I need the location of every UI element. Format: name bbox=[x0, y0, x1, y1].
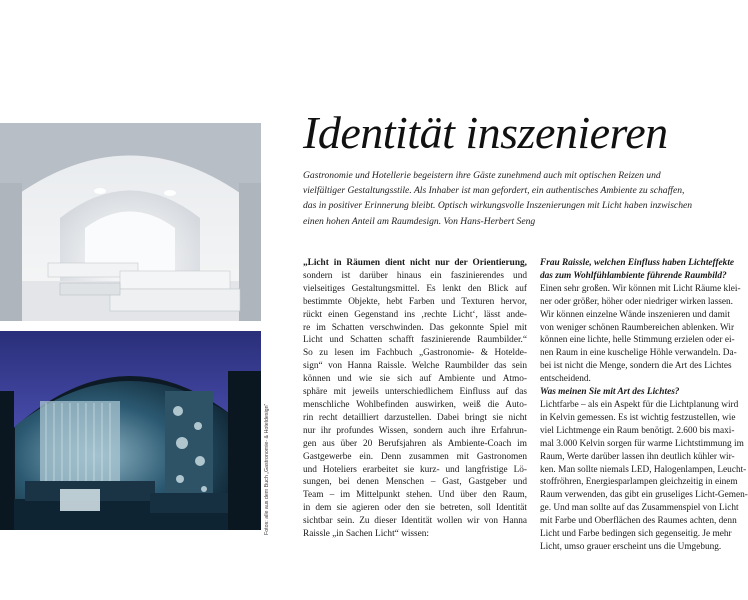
body-line: mit Farbe und Oberflächen des Raumes achten, denn bbox=[540, 516, 737, 527]
body-line: können und wie sie sich auf Ambiente und Atmo- bbox=[303, 374, 527, 385]
body-line: sungen, bei denen Menschen – Gast, Gastgeber und bbox=[303, 477, 527, 488]
body-line: sondern ist darüber hinaus ein faszinierendes und bbox=[303, 270, 527, 281]
body-line: in dem sie agieren oder den sie betreten, soll Identität bbox=[303, 503, 527, 514]
body-line: Licht und Farbe bedingen sich gegenseitig. Je mehr bbox=[540, 529, 732, 540]
article-lead bbox=[303, 168, 743, 229]
body-line: nur ihr profundes Wissen, sondern auch ihre Erfahrun- bbox=[303, 425, 527, 436]
body-line: von weniger schönen Raumbereichen ablenken. Wir bbox=[540, 322, 735, 333]
body-line: Gastgewerbe ein. Denn zusammen mit Gastronomen bbox=[303, 451, 527, 462]
body-line: menschliche Wohlbefinden auswirken, weiß die Auto- bbox=[303, 399, 527, 410]
body-line: gen aus über 20 Berufsjahren als Ambiente-Coach im bbox=[303, 438, 527, 449]
body-line: re im Schatten verschwinden. Das gekonnte Spiel mit bbox=[303, 322, 527, 333]
body-line: ge. Und man sollte auf das Zusammenspiel von Licht bbox=[540, 503, 739, 514]
body-line: rückt einen Gegenstand ins ‚rechte Licht‘, lässt ande- bbox=[303, 309, 527, 320]
body-line: sphäre mit jeweils unterschiedlichem Einfluss auf das bbox=[303, 387, 527, 398]
body-line: „Licht in Räumen dient nicht nur der Orientierung, bbox=[303, 258, 527, 268]
body-line: Team – im Mittelpunkt stehen. Und über den Raum, bbox=[303, 490, 527, 501]
body-line: können eine lichte, helle Stimmung erzielen oder ei- bbox=[540, 335, 735, 346]
body-line: sichtbar sein. Zu dieser Identität wollen wir von Hanna bbox=[303, 516, 527, 527]
lead-line: Gastronomie und Hotellerie begeistern ihre Gäste zunehmend auch mit optischen Reizen und bbox=[303, 170, 661, 181]
interview-question: das zum Wohlfühlambiente führende Raumbild? bbox=[540, 270, 727, 281]
body-line: rin recht detailliert darzustellen. Dabei bringt sie nicht bbox=[303, 412, 527, 423]
body-line: So zu lesen im Fachbuch „Gastronomie- & Hotelde- bbox=[303, 348, 527, 359]
body-column-left bbox=[303, 257, 527, 541]
body-line: nen Raum in eine kuschelige Höhle verwandeln. Da- bbox=[540, 348, 737, 359]
body-line: vielseitiges Gestaltungsmittel. Es lenkt den Blick auf bbox=[303, 283, 527, 294]
body-line: sign“ von Hanna Raissle. Welche Raumbilder das sein bbox=[303, 361, 527, 372]
body-line: und Hoteliers erarbeitet sie kurz- und langfristige Lö- bbox=[303, 464, 527, 475]
body-line: Licht und Schatten schafft faszinierende Raumbilder.“ bbox=[303, 335, 527, 346]
body-line: Raum verwenden, das gibt ein gruseliges Licht-Gemen- bbox=[540, 490, 748, 501]
body-line: Einen sehr großen. Wir können mit Licht Räume klei- bbox=[540, 283, 741, 294]
blue-lit-lounge-photo bbox=[0, 331, 261, 530]
body-line: bestimmte Objekte, hebt Farben und Texturen hervor, bbox=[303, 296, 527, 307]
body-line: mal 3.000 Kelvin sorgen für warme Lichtstimmung im bbox=[540, 438, 744, 449]
body-line: viel Lichtmenge ein Raum benötigt. 2.600 bis maxi- bbox=[540, 425, 735, 436]
interview-question: Frau Raissle, welchen Einfluss haben Lichteffekte bbox=[540, 258, 735, 268]
white-vaulted-lounge-photo bbox=[0, 123, 261, 321]
lead-line: vielfältiger Gestaltungsstile. Als Inhaber ist man gefordert, ein authentisches Ambiente zu schaffen, bbox=[303, 185, 685, 197]
body-line: stoffröhren, Energiesparlampen gleichzeitig in einem bbox=[540, 477, 738, 488]
interview-question: Was meinen Sie mit Art des Lichtes? bbox=[540, 387, 680, 398]
body-line: Lichtfarbe – als ein Aspekt für die Lichtplanung wird bbox=[540, 399, 739, 410]
body-line: Wir können einzelne Wände inszenieren und damit bbox=[540, 309, 730, 320]
body-column-right bbox=[540, 257, 748, 554]
lead-line: das in positiver Erinnerung bleibt. Optisch wirkungsvolle Inszenierungen mit Licht haben inzwischen bbox=[303, 200, 693, 212]
body-line: ken. Man sollte niemals LED, Halogenlampen, Leucht- bbox=[540, 464, 747, 475]
body-line: bei ist nicht die Menge, sondern die Art des Lichtes bbox=[540, 361, 732, 372]
body-line: Raum, Werte darüber lassen ihn deutlich kühler wir- bbox=[540, 451, 735, 462]
lead-line: einen hohen Anteil am Raumdesign. Von Hans-Herbert Seng bbox=[303, 215, 536, 227]
body-line: in Kelvin gemessen. Es ist wichtig festzustellen, wie bbox=[540, 412, 736, 423]
photo-credit: Fotos: alle aus dem Buch „Gastronomie- & Hoteldesign“ bbox=[264, 403, 270, 535]
body-line: entscheidend. bbox=[540, 374, 591, 385]
body-line: Raissle „in Sachen Licht“ wissen: bbox=[303, 529, 429, 540]
body-line: ner oder größer, höher oder niedriger wirken lassen. bbox=[540, 296, 733, 307]
article-title: Identität inszenieren bbox=[303, 107, 668, 158]
body-line: Licht, umso grauer erscheint uns die Umgebung. bbox=[540, 541, 722, 552]
